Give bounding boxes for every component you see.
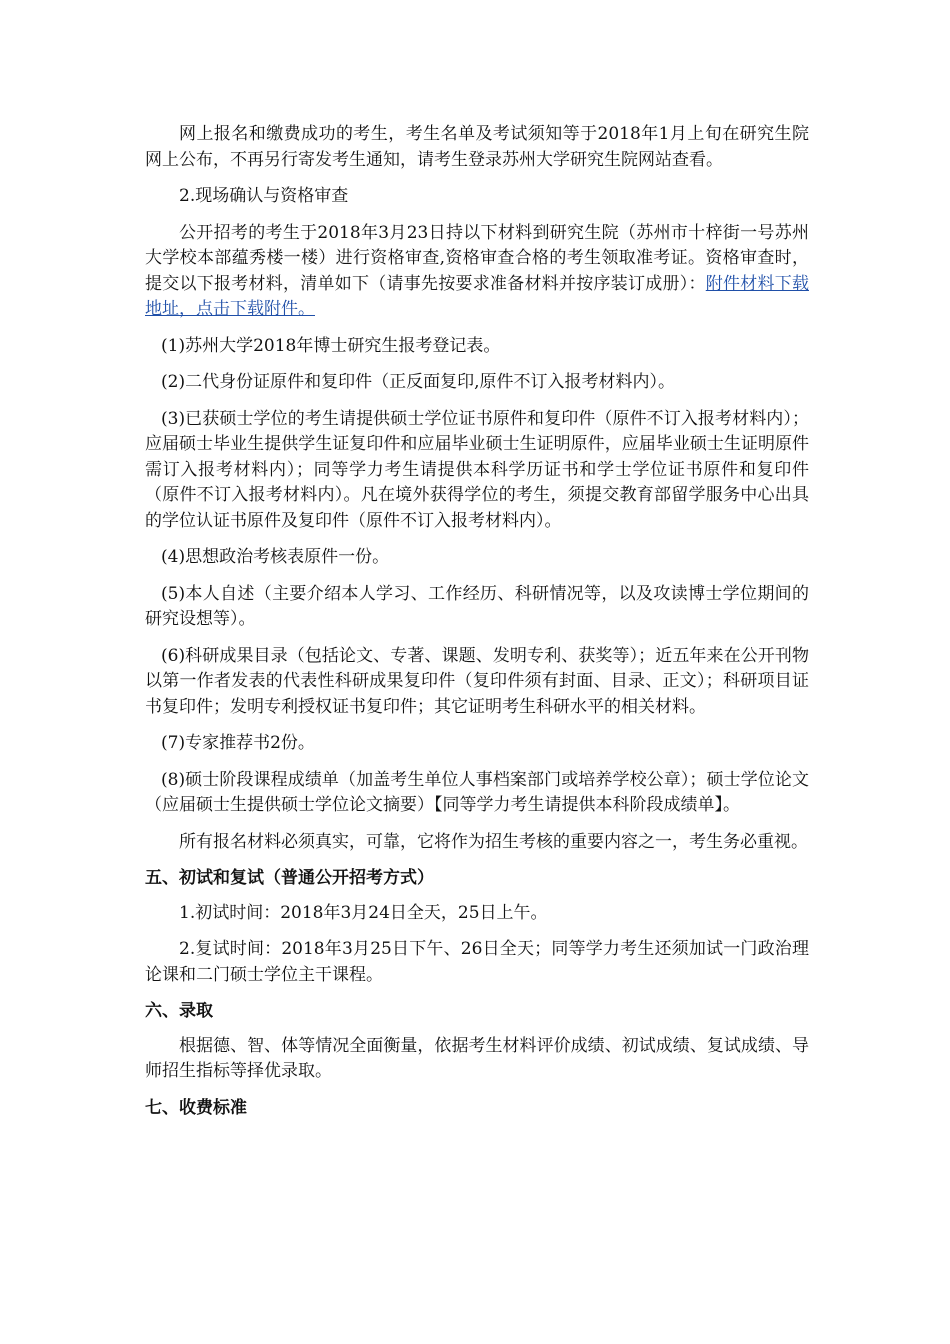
section-5-line-2: 2.复试时间：2018年3月25日下午、26日全天；同等学力考生还须加试一门政治理论课和二门硕士学位主干课程。 xyxy=(145,939,809,985)
list-item-4: (4)思想政治考核表原件一份。 xyxy=(161,547,390,567)
section-6-text: 根据德、智、体等情况全面衡量，依据考生材料评价成绩、初试成绩、复试成绩、导师招生指标等择优录取。 xyxy=(145,1035,809,1081)
list-item-7: (7)专家推荐书2份。 xyxy=(161,733,315,753)
list-item-6: (6)科研成果目录（包括论文、专著、课题、发明专利、获奖等）；近五年来在公开刊物以第一作者发表的代表性科研成果复印件（复印件须有封面、目录、正文）；科研项目证书复印件；发明专利授权证书复印件；其它证明考生科研水平的相关材料。 xyxy=(145,645,809,717)
paragraph-authenticity-note: 所有报名材料必须真实，可靠，它将作为招生考核的重要内容之一，考生务必重视。 xyxy=(179,831,808,852)
section-6-heading: 六、录取 xyxy=(145,1001,213,1021)
list-item-5: (5)本人自述（主要介绍本人学习、工作经历、科研情况等，以及攻读博士学位期间的研究设想等）。 xyxy=(145,583,809,629)
section-5-line-1: 1.初试时间：2018年3月24日全天，25日上午。 xyxy=(179,902,548,923)
list-item-2: (2)二代身份证原件和复印件（正反面复印,原件不订入报考材料内）。 xyxy=(161,372,675,392)
section-7-heading: 七、收费标准 xyxy=(145,1097,247,1118)
subheading-onsite-confirmation: 2.现场确认与资格审查 xyxy=(179,186,349,206)
paragraph-registration-notice: 网上报名和缴费成功的考生，考生名单及考试须知等于2018年1月上旬在研究生院网上公布，不再另行寄发考生通知，请考生登录苏州大学研究生院网站查看。 xyxy=(145,124,809,170)
list-item-1: (1)苏州大学2018年博士研究生报考登记表。 xyxy=(161,335,501,356)
list-item-8: (8)硕士阶段课程成绩单（加盖考生单位人事档案部门或培养学校公章）；硕士学位论文（应届硕士生提供硕士学位论文摘要）【同等学力考生请提供本科阶段成绩单】。 xyxy=(145,769,809,815)
attachment-download-link[interactable]: 附件材料下载地址，点击下载附件。 xyxy=(145,273,809,319)
document-page xyxy=(145,122,809,1130)
list-item-3: (3)已获硕士学位的考生请提供硕士学位证书原件和复印件（原件不订入报考材料内）；应届硕士毕业生提供学生证复印件和应届毕业硕士生证明原件，应届毕业硕士生证明原件需订入报考材料内）；同等学力考生请提供本科学历证书和学士学位证书原件和复印件（原件不订入报考材料内）。凡在境外获得学位的考生，须提交教育部留学服务中心出具的学位认证书原件及复印件（原件不订入报考材料内）。 xyxy=(145,408,809,531)
qualification-review-text: 公开招考的考生于2018年3月23日持以下材料到研究生院（苏州市十梓街一号苏州大学校本部蕴秀楼一楼）进行资格审查,资格审查合格的考生领取准考证。资格审查时，提交以下报考材料，清单如下（请事先按要求准备材料并按序装订成册）： xyxy=(145,222,809,294)
paragraph-qualification-review xyxy=(145,221,809,323)
section-5-heading: 五、初试和复试（普通公开招考方式） xyxy=(145,868,434,888)
